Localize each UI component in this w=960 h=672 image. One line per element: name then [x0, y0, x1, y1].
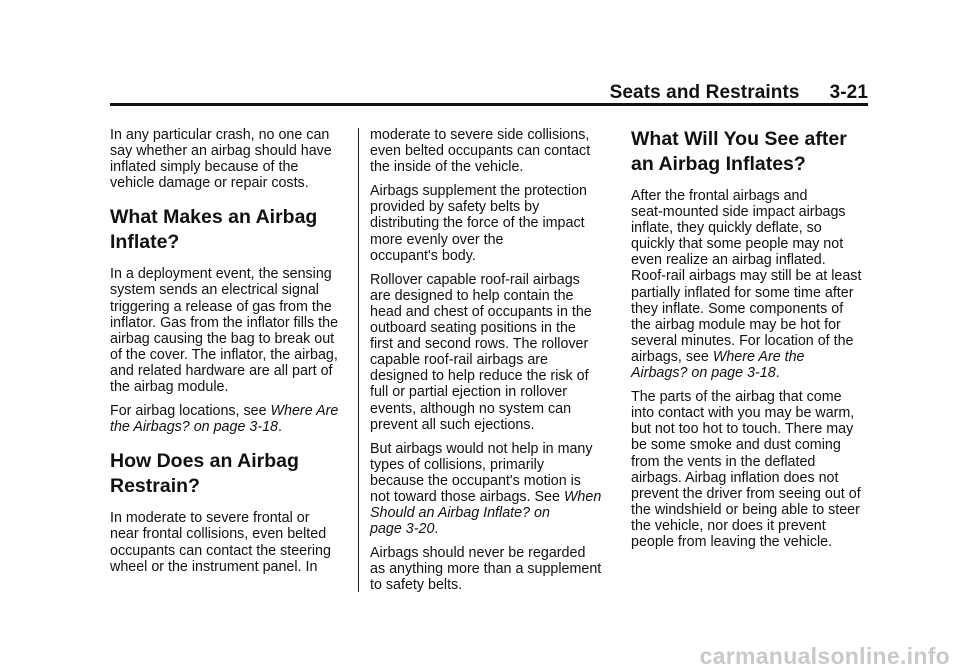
text-line: After the frontal airbags and [631, 188, 808, 204]
text-fragment: airbags, see [631, 348, 713, 365]
text-line [110, 403, 348, 419]
text-line [110, 419, 348, 435]
section-heading [110, 449, 348, 499]
text-fragment: For airbag locations, see [110, 403, 271, 420]
text-line: be some smoke and dust coming [631, 437, 841, 454]
paragraph [110, 266, 348, 395]
text-line: Airbags supplement the protection [370, 183, 587, 200]
text-line: prevent all such ejections. [370, 416, 535, 433]
text-line: inflator. Gas from the inflator fills the [110, 314, 339, 331]
text-line: they inflate. Some components of [631, 300, 844, 317]
paragraph [370, 127, 608, 175]
text-line: because the occupant's motion is [370, 472, 581, 489]
text-line: the airbag module may be hot for [631, 316, 841, 333]
page-number: 3-21 [829, 82, 868, 103]
text-line: occupant's body. [370, 247, 476, 264]
text-line: Rollover capable roof-rail airbags [370, 271, 580, 288]
text-line [631, 349, 869, 365]
paragraph [631, 389, 869, 550]
text-line: the inside of the vehicle. [370, 159, 524, 176]
text-line: and related hardware are all part of [110, 362, 333, 379]
text-line [631, 365, 869, 381]
text-line: inflated simply because of the [110, 159, 299, 176]
paragraph [110, 127, 348, 191]
paragraph [370, 545, 608, 593]
cross-reference-link[interactable]: Should an Airbag Inflate? on [370, 505, 550, 522]
text-line: inflate, they quickly deflate, so [631, 220, 822, 237]
text-line: In any particular crash, no one can [110, 127, 330, 143]
section-heading [631, 127, 869, 177]
text-line: The parts of the airbag that come [631, 389, 842, 406]
text-line: provided by safety belts by [370, 199, 540, 216]
text-line: head and chest of occupants in the [370, 303, 592, 320]
paragraph [631, 188, 869, 381]
cross-reference-link[interactable]: When [563, 488, 602, 505]
text-line: capable roof-rail airbags are [370, 352, 549, 369]
paragraph [370, 272, 608, 433]
text-line: full or partial ejection in rollover [370, 384, 568, 401]
text-line: into contact with you may be warm, [631, 405, 855, 422]
text-line [370, 505, 608, 521]
heading-line: How Does an Airbag [110, 450, 299, 473]
text-line [370, 489, 608, 505]
text-line: airbag causing the bag to break out [110, 330, 335, 347]
text-line: are designed to help contain the [370, 287, 574, 304]
section-title: Seats and Restraints [609, 82, 800, 103]
text-line: more evenly over the [370, 231, 504, 248]
text-line: but not too hot to touch. There may [631, 421, 854, 438]
column-divider [358, 128, 359, 592]
text-line: occupants can contact the steering [110, 542, 331, 559]
text-line: In moderate to severe frontal or [110, 510, 310, 527]
text-line: vehicle damage or repair costs. [110, 175, 309, 192]
watermark-text: carmanualsonline.info [699, 643, 950, 669]
text-line: say whether an airbag should have [110, 143, 332, 160]
text-line: quickly that some people may not [631, 236, 844, 253]
text-line: wheel or the instrument panel. In [110, 558, 318, 575]
text-line: outboard seating positions in the [370, 320, 576, 337]
text-line: several minutes. For location of the [631, 332, 854, 349]
paragraph [370, 183, 608, 263]
text-line: from the vents in the deflated [631, 453, 816, 470]
text-line: to safety belts. [370, 577, 463, 594]
text-line: the windshield or being able to steer [631, 501, 860, 518]
heading-line: an Airbag Inflates? [631, 153, 806, 175]
text-line: even realize an airbag inflated. [631, 252, 826, 269]
text-fragment: . [434, 521, 439, 538]
text-line: near frontal collisions, even belted [110, 526, 327, 543]
text-line [370, 521, 608, 537]
text-line: Airbags should never be regarded [370, 545, 586, 562]
text-fragment: . [775, 365, 780, 382]
text-line: the vehicle, nor does it prevent [631, 517, 826, 534]
text-line: of the cover. The inflator, the airbag, [110, 346, 338, 363]
paragraph [110, 403, 348, 435]
text-fragment: not toward those airbags. See [370, 488, 564, 505]
text-fragment: . [277, 419, 282, 436]
text-line: distributing the force of the impact [370, 215, 585, 232]
cross-reference-link[interactable]: page 3-20 [370, 521, 435, 538]
heading-line: Inflate? [110, 231, 180, 254]
text-line: seat-mounted side impact airbags [631, 204, 846, 221]
page-header [110, 82, 868, 104]
text-line: triggering a release of gas from the [110, 298, 332, 315]
cross-reference-link[interactable]: Where Are the [712, 348, 805, 365]
text-line: designed to help reduce the risk of [370, 368, 589, 385]
cross-reference-link[interactable]: Where Are [270, 403, 339, 420]
text-line: partially inflated for some time after [631, 284, 854, 301]
text-line: first and second rows. The rollover [370, 336, 589, 353]
text-line: system sends an electrical signal [110, 282, 319, 299]
paragraph [370, 441, 608, 538]
text-line: But airbags would not help in many [370, 440, 593, 457]
heading-line: What Makes an Airbag [110, 206, 318, 229]
text-line: as anything more than a supplement [370, 561, 602, 578]
text-line: events, although no system can [370, 400, 572, 417]
text-line: Roof-rail airbags may still be at least [631, 268, 862, 285]
heading-line: What Will You See after [631, 128, 847, 150]
text-line: people from leaving the vehicle. [631, 533, 833, 550]
text-line: In a deployment event, the sensing [110, 266, 332, 283]
text-line: prevent the driver from seeing out of [631, 485, 861, 502]
cross-reference-link[interactable]: the Airbags? on page 3-18 [110, 419, 278, 436]
text-line: the airbag module. [110, 379, 229, 396]
column-3 [631, 127, 869, 558]
text-line: airbags. Airbag inflation does not [631, 469, 839, 486]
column-1 [110, 127, 348, 583]
cross-reference-link[interactable]: Airbags? on page 3-18 [631, 365, 776, 382]
text-line: types of collisions, primarily [370, 456, 544, 473]
column-2 [370, 127, 608, 602]
text-line: even belted occupants can contact [370, 143, 591, 160]
heading-line: Restrain? [110, 475, 200, 498]
header-rule [110, 103, 868, 106]
text-line: moderate to severe side collisions, [370, 127, 590, 143]
section-heading [110, 205, 348, 255]
paragraph [110, 510, 348, 574]
